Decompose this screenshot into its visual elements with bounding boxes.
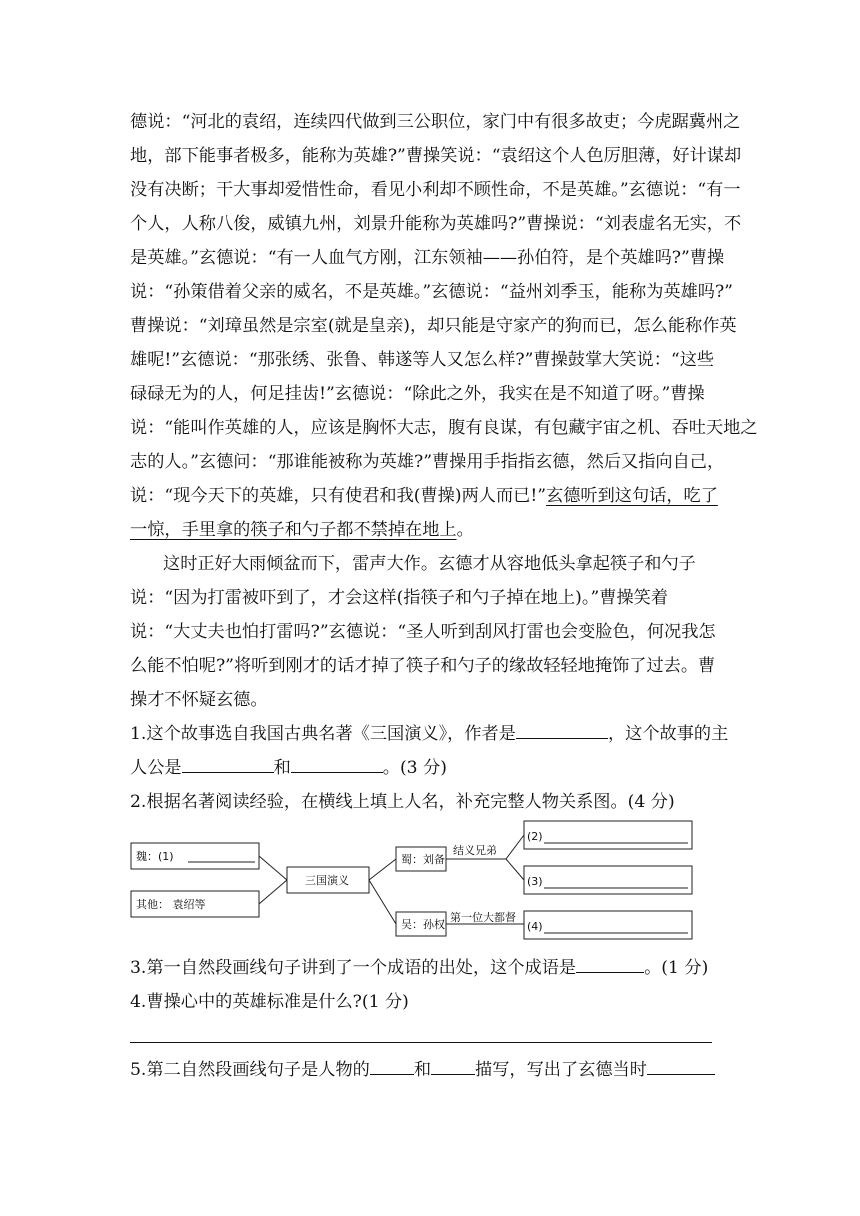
passage-line: 么能不怕呢?”将听到刚才的话才掉了筷子和勺子的缘故轻轻地掩饰了过去。曹	[130, 656, 716, 676]
passage-line: 说：“因为打雷被吓到了，才会这样(指筷子和勺子掉在地上)。”曹操笑着	[130, 588, 669, 608]
passage-line: 这时正好大雨倾盆而下，雷声大作。玄德才从容地低头拿起筷子和勺子	[163, 554, 696, 574]
wu-relation-label: 第一位大都督	[450, 911, 516, 924]
wei-label: 魏：(1)	[136, 850, 174, 863]
passage-line: 个人，人称八俊，威镇九州，刘景升能称为英雄吗?”曹操说：“刘表虚名无实，不	[130, 214, 742, 234]
question-2: 2.根据名著阅读经验，在横线上填上人名，补充完整人物关系图。(4 分)	[130, 792, 675, 812]
question-text: 5.第二自然段画线句子是人物的	[130, 1060, 370, 1080]
question-text: 描写，写出了玄德当时	[475, 1060, 647, 1080]
answer-box-3-label: (3)	[527, 875, 543, 888]
passage-line: 没有决断；干大事却爱惜性命，看见小利却不顾性命，不是英雄。”玄德说：“有一	[130, 180, 741, 200]
answer-box-2	[524, 821, 692, 849]
answer-box-4-label: (4)	[527, 920, 543, 933]
wu-label: 吴：孙权	[401, 918, 445, 931]
passage-text: 说：“现今天下的英雄，只有使君和我(曹操)两人而已!”	[130, 486, 547, 506]
question-3	[130, 958, 708, 978]
passage-line: 操才不怀疑玄德。	[130, 690, 268, 710]
answer-box-3	[524, 866, 692, 894]
question-text: 1.这个故事选自我国古典名著《三国演义》，作者是	[130, 724, 516, 744]
question-5	[130, 1060, 715, 1080]
answer-box-4	[524, 911, 692, 939]
question-text: 和	[273, 758, 291, 778]
shu-label: 蜀：刘备	[401, 853, 445, 866]
center-label: 三国演义	[305, 874, 349, 887]
other-label: 其他： 袁绍等	[136, 898, 206, 911]
question-text: 3.第一自然段画线句子讲到了一个成语的出处，这个成语是	[130, 958, 577, 978]
answer-box-2-label: (2)	[527, 830, 543, 843]
question-text: 和	[413, 1060, 432, 1080]
answer-line[interactable]	[130, 1042, 712, 1043]
question-text: 人公是	[130, 758, 182, 778]
answer-blank[interactable]	[431, 1060, 475, 1075]
question-text: 。(1 分)	[644, 958, 709, 978]
question-text: 。(3 分)	[382, 758, 447, 778]
passage-line: 雄呢!”玄德说：“那张绣、张鲁、韩遂等人又怎么样?”曹操鼓掌大笑说：“这些	[130, 350, 715, 370]
underlined-sentence: 玄德听到这句话，吃了	[546, 486, 718, 506]
answer-blank[interactable]	[647, 1060, 715, 1075]
passage-text: 。	[456, 520, 474, 540]
passage-line: 说：“能叫作英雄的人，应该是胸怀大志，腹有良谋，有包藏宇宙之机、吞吐天地之	[130, 418, 758, 438]
passage-line: 曹操说：“刘璋虽然是宗室(就是皇亲)，却只能是守家产的狗而已，怎么能称作英	[130, 316, 737, 336]
passage-line: 说：“孙策借着父亲的威名，不是英雄。”玄德说：“益州刘季玉，能称为英雄吗?”	[130, 282, 733, 302]
question-4: 4.曹操心中的英雄标准是什么?(1 分)	[130, 992, 409, 1012]
underlined-sentence: 一惊，手里拿的筷子和勺子都不禁掉在地上	[130, 520, 457, 540]
passage-line: 德说：“河北的袁绍，连续四代做到三公职位，家门中有很多故吏；今虎踞冀州之	[130, 112, 741, 132]
passage-line: 碌碌无为的人，何足挂齿!”玄德说：“除此之外，我实在是不知道了呀。”曹操	[130, 384, 705, 404]
passage-line: 地，部下能事者极多，能称为英雄?”曹操笑说：“袁绍这个人色厉胆薄，好计谋却	[130, 146, 742, 166]
question-text: ，这个故事的主	[607, 724, 729, 744]
passage-line: 志的人。”玄德问：“那谁能被称为英雄?”曹操用手指指玄德，然后又指向自己，	[130, 452, 725, 472]
passage-line: 说：“大丈夫也怕打雷吗?”玄德说：“圣人听到刮风打雷也会变脸色，何况我怎	[130, 622, 716, 642]
answer-blank[interactable]	[370, 1060, 414, 1075]
shu-relation-label: 结义兄弟	[453, 844, 497, 857]
answer-blank[interactable]	[576, 958, 644, 973]
passage-line: 是英雄。”玄德说：“有一人血气方刚，江东领袖——孙伯符，是个英雄吗?”曹操	[130, 248, 725, 268]
